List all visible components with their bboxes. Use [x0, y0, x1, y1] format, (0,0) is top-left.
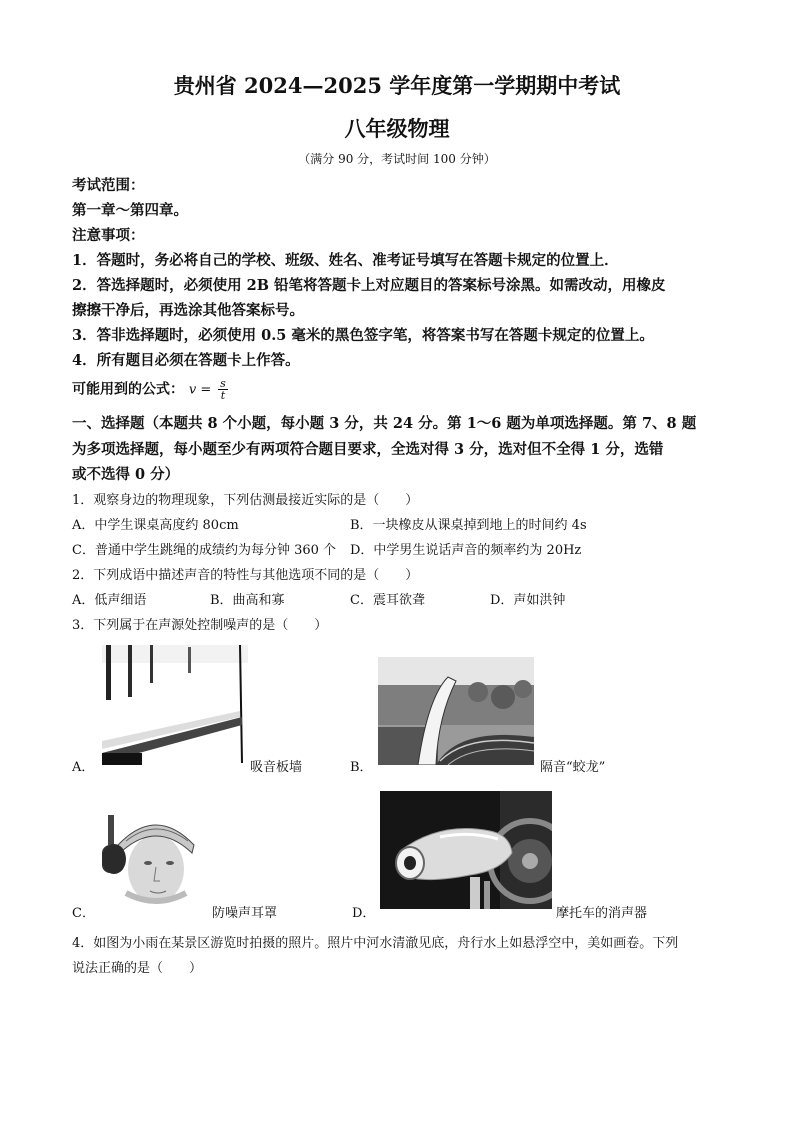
- note-item: 2．答选择题时，必须使用 2B 铅笔将答题卡上对应题目的答案标号涂黑。如需改动，用橡皮: [72, 277, 666, 294]
- noise-ear-muffs-image: [96, 797, 208, 909]
- option-c-caption: 防噪声耳罩: [212, 906, 278, 921]
- question-stem: 2．下列成语中描述声音的特性与其他选项不同的是（ ）: [72, 568, 419, 583]
- option-d: D．中学男生说话声音的频率约为 20Hz: [350, 543, 582, 558]
- exam-note: （满分 90 分，考试时间 100 分钟）: [298, 152, 496, 166]
- notes-label: 注意事项：: [72, 227, 145, 244]
- formula-lhs: v =: [188, 382, 212, 398]
- subject-title: 八年级物理: [344, 116, 450, 141]
- option-c-letter: C．: [72, 906, 95, 921]
- formula-line: [72, 378, 228, 401]
- option-a-letter: A．: [72, 760, 95, 775]
- question-stem: 4．如图为小雨在某景区游览时拍摄的照片。照片中河水清澈见底，舟行水上如悬浮空中，美如画卷。下列: [72, 936, 679, 951]
- option-d-letter: D．: [352, 906, 376, 921]
- option-d: D．声如洪钟: [490, 593, 566, 608]
- section-heading: 或不选得 0 分）: [72, 466, 180, 483]
- motorcycle-muffler-image: [380, 791, 552, 909]
- sound-absorbing-wall-image: [102, 645, 248, 765]
- option-b-caption: 隔音“蛟龙”: [540, 760, 606, 775]
- formula-fraction: [218, 378, 228, 401]
- option-a: A．中学生课桌高度约 80cm: [72, 518, 239, 533]
- option-d-caption: 摩托车的消声器: [556, 906, 648, 921]
- question-stem-continued: 说法正确的是（ ）: [72, 961, 203, 976]
- option-b: B．曲高和寡: [210, 593, 285, 608]
- note-item: 1．答题时，务必将自己的学校、班级、姓名、准考证号填写在答题卡规定的位置上．: [72, 252, 619, 269]
- formula-label: 可能用到的公式：: [72, 381, 184, 398]
- question-stem: 3．下列属于在声源处控制噪声的是（ ）: [72, 618, 328, 633]
- note-item: 3．答非选择题时，必须使用 0.5 毫米的黑色签字笔，将答案书写在答题卡规定的位置上。: [72, 327, 654, 344]
- option-a-caption: 吸音板墙: [250, 760, 303, 775]
- option-c: C．震耳欲聋: [350, 593, 425, 608]
- formula-denominator: t: [220, 389, 226, 402]
- note-item: 4．所有题目必须在答题卡上作答。: [72, 352, 300, 369]
- option-a: A．低声细语: [72, 593, 147, 608]
- option-b-letter: B．: [350, 760, 373, 775]
- option-b: B．一块橡皮从课桌掉到地上的时间约 4s: [350, 518, 587, 533]
- formula-numerator: s: [220, 377, 226, 390]
- scope-text: 第一章～第四章。: [72, 202, 188, 219]
- note-item: 擦擦干净后，再选涂其他答案标号。: [72, 302, 304, 319]
- exam-title: 贵州省 2024—2025 学年度第一学期期中考试: [173, 73, 621, 98]
- question-stem: 1．观察身边的物理现象，下列估测最接近实际的是（ ）: [72, 493, 419, 508]
- section-heading: 一、选择题（本题共 8 个小题，每小题 3 分，共 24 分。第 1～6 题为单项选择题。第 7、8 题: [72, 415, 697, 432]
- option-c: C．普通中学生跳绳的成绩约为每分钟 360 个: [72, 543, 337, 558]
- sound-barrier-tunnel-image: [378, 657, 534, 765]
- section-heading: 为多项选择题，每小题至少有两项符合题目要求，全选对得 3 分，选对但不全得 1 分，选错: [72, 441, 664, 458]
- scope-label: 考试范围：: [72, 177, 145, 194]
